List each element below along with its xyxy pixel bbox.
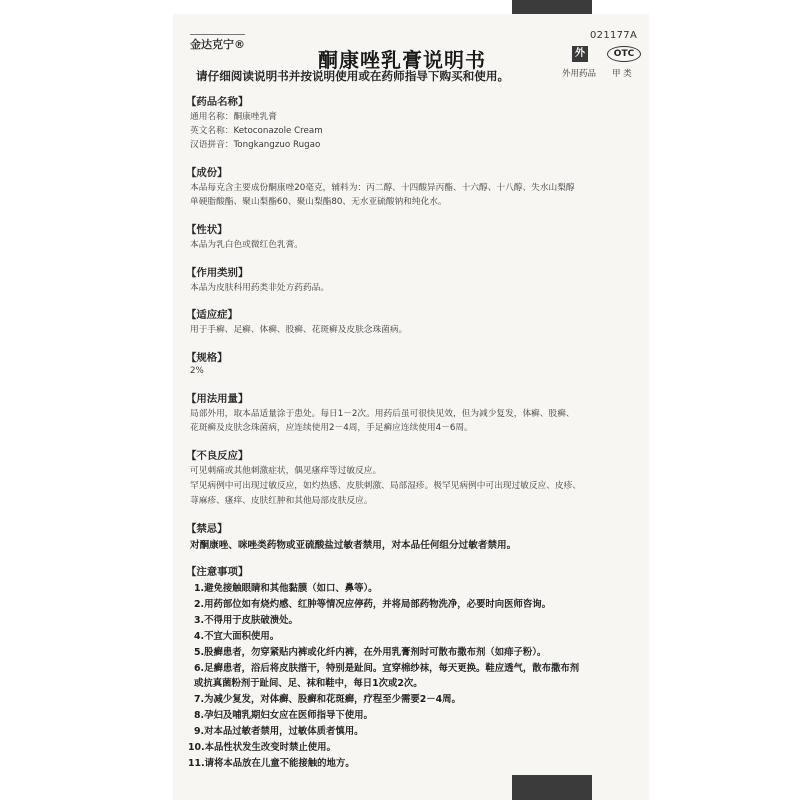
document-code: 021177A bbox=[590, 30, 638, 41]
contraindications-line: 对酮康唑、咪唑类药物或亚硫酸盐过敏者禁用，对本品任何组分过敏者禁用。 bbox=[190, 540, 517, 551]
adverse-line: 罕见病例中可出现过敏反应，如灼热感、皮肤刺激、局部湿疹。极罕见病例中可出现过敏反应、皮疹、 bbox=[190, 481, 581, 491]
category-line: 本品为皮肤科用药类非处方药药品。 bbox=[190, 283, 329, 293]
adverse-line: 荨麻疹、瘙痒、皮肤红肿和其他局部皮肤反应。 bbox=[190, 496, 373, 506]
external-use-caption: 外用药品 bbox=[562, 69, 597, 79]
appearance-line: 本品为乳白色或微红色乳膏。 bbox=[190, 240, 303, 250]
note-item: 10.本品性状发生改变时禁止使用。 bbox=[188, 742, 336, 753]
page-title: 酮康唑乳膏说明书 bbox=[318, 48, 486, 72]
note-item: 1.避免接触眼睛和其他黏膜（如口、鼻等）。 bbox=[194, 583, 378, 594]
note-item: 11.请将本品放在儿童不能接触的地方。 bbox=[188, 758, 355, 769]
section-title-spec: 【规格】 bbox=[186, 352, 228, 364]
adverse-line: 可见刺痛或其他刺激症状，偶见瘙痒等过敏反应。 bbox=[190, 466, 382, 476]
otc-class-caption: 甲 类 bbox=[612, 69, 632, 79]
indications-line: 用于手癣、足癣、体癣、股癣、花斑癣及皮肤念珠菌病。 bbox=[190, 325, 408, 335]
usage-line: 局部外用，取本品适量涂于患处。每日1－2次。用药后虽可很快见效，但为减少复发，体癣、股癣、 bbox=[190, 409, 575, 419]
usage-line: 花斑癣及皮肤念珠菌病，应连续使用2－4周，手足癣应连续使用4－6周。 bbox=[190, 423, 473, 433]
section-title-indications: 【适应症】 bbox=[186, 309, 238, 321]
section-title-name: 【药品名称】 bbox=[186, 96, 249, 108]
otc-badge: OTC bbox=[607, 46, 641, 62]
section-title-appearance: 【性状】 bbox=[186, 224, 228, 236]
top-dark-strip bbox=[512, 0, 592, 14]
section-title-contraindications: 【禁忌】 bbox=[186, 523, 228, 535]
section-title-adverse: 【不良反应】 bbox=[186, 450, 249, 462]
brand-logo: 金达克宁® bbox=[190, 34, 245, 52]
note-item: 7.为减少复发，对体癣、股癣和花斑癣，疗程至少需要2－4周。 bbox=[194, 694, 461, 705]
note-item: 5.股癣患者，勿穿紧贴内裤或化纤内裤，在外用乳膏剂时可散布撒布剂（如痱子粉）。 bbox=[194, 647, 547, 658]
name-line: 通用名称：酮康唑乳膏 bbox=[190, 112, 277, 122]
note-item: 2.用药部位如有烧灼感、红肿等情况应停药，并将局部药物洗净，必要时向医师咨询。 bbox=[194, 599, 551, 610]
spec-line: 2% bbox=[190, 366, 204, 376]
note-item: 4.不宜大面积使用。 bbox=[194, 631, 280, 642]
note-item: 3.不得用于皮肤破溃处。 bbox=[194, 615, 298, 626]
external-use-badge: 外 bbox=[572, 46, 588, 62]
section-title-usage: 【用法用量】 bbox=[186, 393, 249, 405]
bottom-dark-strip bbox=[512, 775, 592, 800]
section-title-notes: 【注意事项】 bbox=[186, 566, 249, 578]
note-item: 8.孕妇及哺乳期妇女应在医师指导下使用。 bbox=[194, 710, 373, 721]
note-item: 或抗真菌粉剂于趾间、足、袜和鞋中，每日1次或2次。 bbox=[194, 678, 423, 689]
ingredients-line: 本品每克含主要成份酮康唑20毫克，辅料为：丙二醇、十四酸异丙酯、十六醇、十八醇、失水山梨醇 bbox=[190, 183, 575, 193]
note-item: 9.对本品过敏者禁用，过敏体质者慎用。 bbox=[194, 726, 364, 737]
section-title-ingredients: 【成份】 bbox=[186, 167, 228, 179]
section-title-category: 【作用类别】 bbox=[186, 267, 249, 279]
ingredients-line: 单硬脂酸酯、聚山梨酯60、聚山梨酯80、无水亚硫酸钠和纯化水。 bbox=[190, 197, 447, 207]
name-line: 英文名称：Ketoconazole Cream bbox=[190, 126, 323, 136]
name-line: 汉语拼音：Tongkangzuo Rugao bbox=[190, 140, 321, 150]
page-subtitle: 请仔细阅读说明书并按说明使用或在药师指导下购买和使用。 bbox=[196, 69, 510, 83]
note-item: 6.足癣患者，浴后将皮肤揩干，特别是趾间。宜穿棉纱袜，每天更换。鞋应透气，散布撒布剂 bbox=[194, 663, 580, 674]
